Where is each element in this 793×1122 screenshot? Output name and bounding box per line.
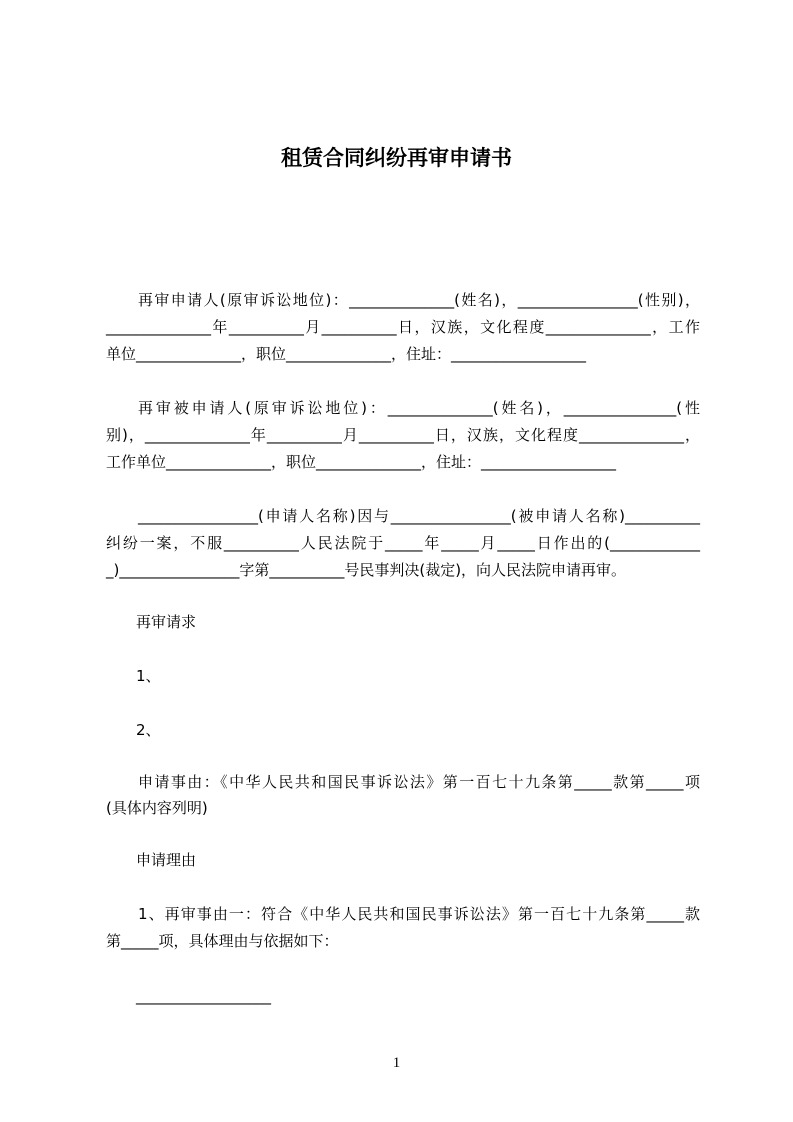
applicant-line: 单位______________，职位______________，住址：__________________: [106, 345, 587, 363]
page-number: 1: [392, 1055, 401, 1071]
document-title: 租赁合同纠纷再审申请书: [281, 146, 512, 170]
reasons-heading: 申请理由: [136, 851, 197, 869]
requests-heading: 再审请求: [136, 613, 197, 631]
respondent-line: 再审被申请人(原审诉讼地位)：______________(姓名)，_______________(性: [138, 399, 700, 417]
reason-line: 第_____项，具体理由与依据如下：: [106, 932, 339, 950]
request-item: 2、: [136, 721, 161, 739]
case-line: ________________(申请人名称)因与________________(被申请人名称)__________: [138, 507, 700, 525]
applicant-line: 再审申请人(原审诉讼地位)：______________(姓名)，________________(性别)，: [138, 291, 700, 309]
blank-line: __________________: [136, 987, 271, 1005]
applicant-line: ______________年__________月__________日，汉族，文化程度______________，工作: [106, 318, 700, 336]
case-line: _)________________字第__________号民事判决(裁定)，向人民法院申请再审。: [106, 561, 627, 579]
reason-line: 1、再审事由一：符合《中华人民共和国民事诉讼法》第一百七十九条第_____款: [138, 905, 700, 923]
respondent-line: 别)，______________年__________月__________日，汉族，文化程度______________，: [106, 426, 700, 444]
respondent-line: 工作单位______________，职位______________，住址：__________________: [106, 453, 617, 471]
case-line: 纠纷一案，不服__________人民法院于_____年_____月_____日作出的(____________: [106, 534, 700, 552]
request-item: 1、: [136, 667, 161, 685]
grounds-line: 申请事由：《中华人民共和国民事诉讼法》第一百七十九条第_____款第_____项: [138, 773, 700, 791]
grounds-line: (具体内容列明): [106, 799, 208, 817]
